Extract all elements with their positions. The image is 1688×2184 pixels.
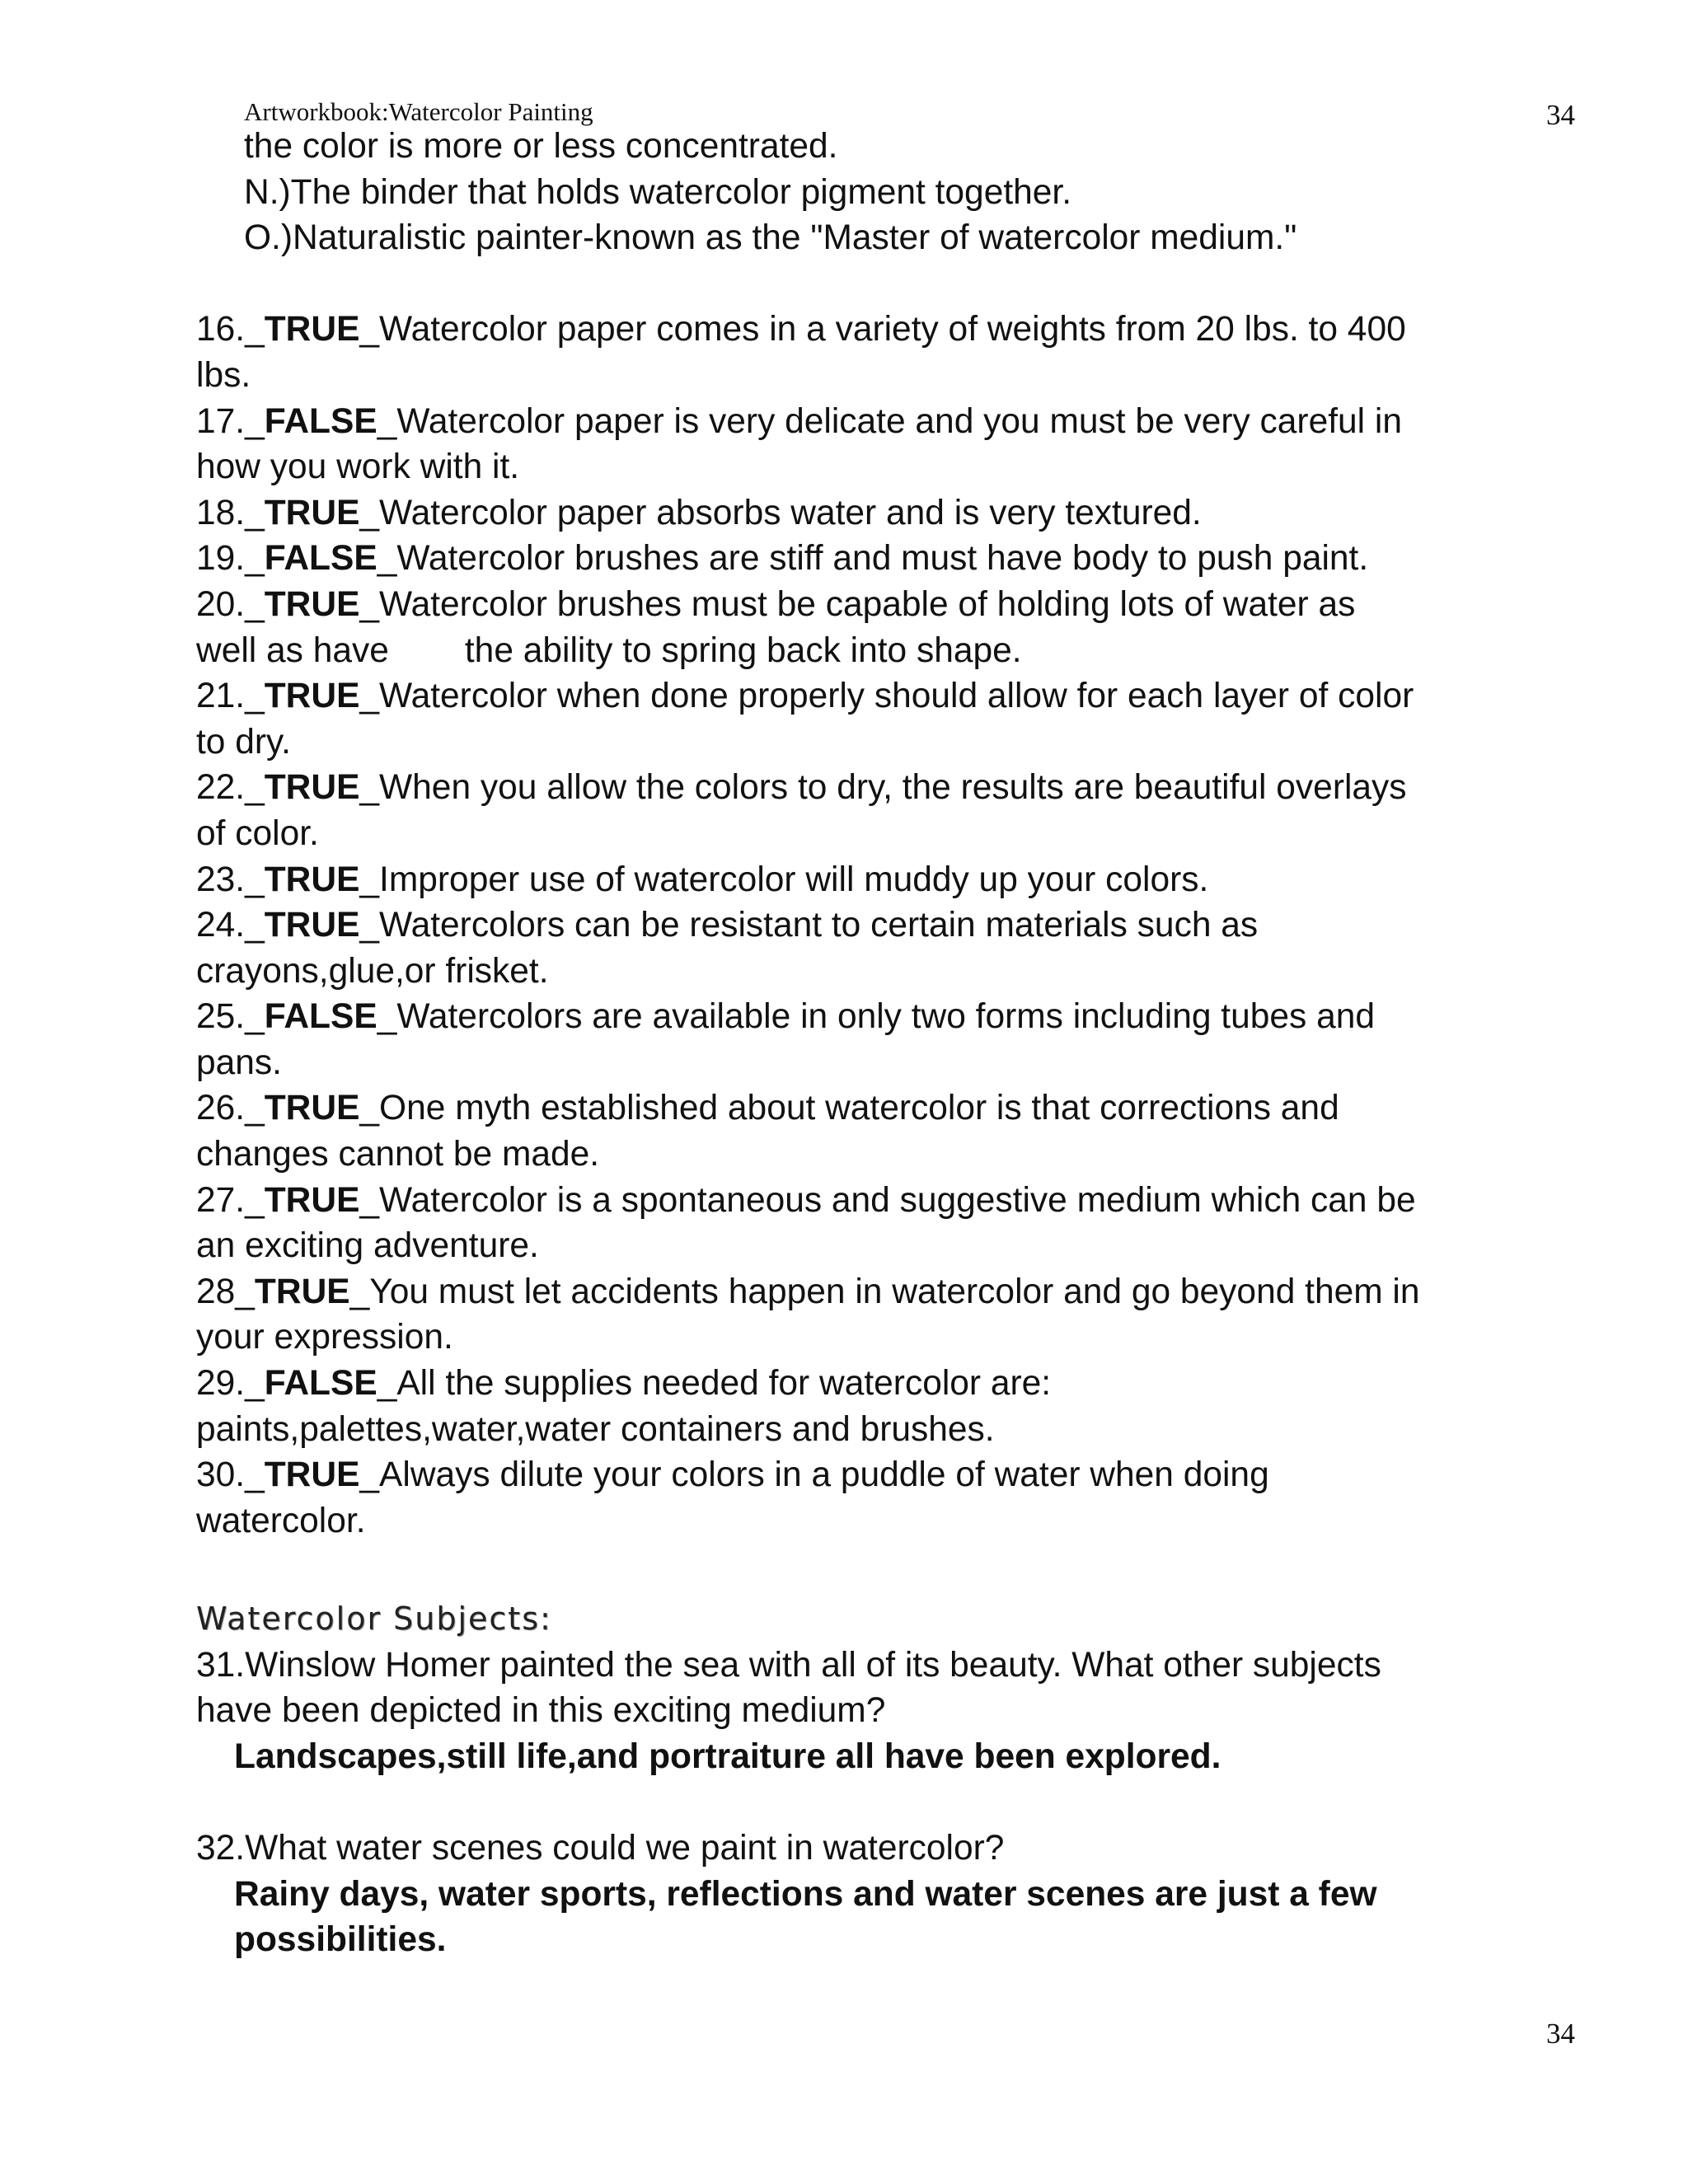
item-text: _Watercolor paper absorbs water and is very textured.: [359, 493, 1202, 532]
item-text: _You must let accidents happen in watercolor and go beyond them in: [349, 1272, 1420, 1311]
item-answer: TRUE: [264, 906, 360, 945]
list-item: [196, 582, 1548, 628]
item-number: 29._: [196, 1364, 265, 1404]
item-text: _Always dilute your colors in a puddle of water when doing: [359, 1455, 1269, 1495]
item-answer: TRUE: [264, 1455, 360, 1495]
matching-item-o: O.)Naturalistic painter-known as the "Master of watercolor medium.": [244, 218, 1297, 258]
item-answer: TRUE: [264, 860, 360, 899]
item-number: 28_: [196, 1272, 255, 1311]
item-text: _All the supplies needed for watercolor are:: [377, 1364, 1052, 1404]
item-number: 19._: [196, 539, 265, 579]
list-item: [196, 994, 1548, 1040]
item-number: 23._: [196, 860, 265, 899]
item-text: _Watercolor brushes must be capable of holding lots of water as: [359, 584, 1356, 624]
list-item: [196, 1361, 1548, 1407]
item-continuation: lbs.: [196, 355, 251, 395]
item-answer: TRUE: [254, 1272, 350, 1311]
true-false-list: [196, 307, 1548, 1544]
list-item: [196, 307, 1548, 353]
item-continuation: paints,palettes,water,water containers and brushes.: [196, 1409, 995, 1449]
header-title: Artworkbook:Watercolor Painting: [244, 97, 593, 126]
item-text: _Watercolors can be resistant to certain materials such as: [359, 906, 1259, 945]
item-number: 20._: [196, 584, 265, 624]
list-item: [196, 1178, 1548, 1224]
list-item: [196, 1269, 1548, 1315]
item-continuation: how you work with it.: [196, 448, 520, 487]
item-answer: TRUE: [264, 768, 360, 808]
question-31-line-2: have been depicted in this exciting medium?: [196, 1691, 886, 1731]
page-number-top: 34: [1546, 99, 1575, 131]
item-continuation: an exciting adventure.: [196, 1226, 539, 1266]
item-answer: FALSE: [264, 401, 377, 441]
list-item: [196, 490, 1548, 537]
item-continuation-part: the ability to spring back into shape.: [464, 630, 1022, 670]
item-number: 18._: [196, 493, 265, 532]
question-32: 32.What water scenes could we paint in watercolor?: [196, 1828, 1005, 1868]
item-number: 26._: [196, 1089, 265, 1128]
item-answer: TRUE: [264, 493, 360, 532]
item-answer: FALSE: [264, 997, 377, 1037]
item-continuation: crayons,glue,or frisket.: [196, 951, 549, 991]
list-item: [196, 673, 1548, 719]
item-continuation: your expression.: [196, 1318, 453, 1357]
item-text: _One myth established about watercolor is that corrections and: [359, 1089, 1339, 1128]
item-text: _Watercolor is a spontaneous and suggestive medium which can be: [359, 1180, 1416, 1220]
item-text: _Watercolor when done properly should allow for each layer of color: [359, 677, 1414, 716]
item-continuation: changes cannot be made.: [196, 1135, 600, 1174]
item-text: _Watercolors are available in only two forms including tubes and: [377, 997, 1375, 1037]
item-continuation: watercolor.: [196, 1501, 366, 1540]
item-number: 30._: [196, 1455, 265, 1495]
list-item: [196, 902, 1548, 949]
item-text: _Watercolor paper comes in a variety of weights from 20 lbs. to 400: [359, 310, 1406, 349]
item-continuation: pans.: [196, 1043, 282, 1082]
item-continuation: to dry.: [196, 722, 291, 762]
item-number: 17._: [196, 401, 265, 441]
item-text: _When you allow the colors to dry, the results are beautiful overlays: [359, 768, 1407, 808]
item-number: 16._: [196, 310, 265, 349]
item-text: _Improper use of watercolor will muddy up your colors.: [359, 860, 1209, 899]
item-text: _Watercolor paper is very delicate and you must be very careful in: [377, 401, 1402, 441]
page-number-bottom: 34: [1546, 2018, 1575, 2050]
item-text: _Watercolor brushes are stiff and must have body to push paint.: [377, 539, 1369, 579]
item-number: 22._: [196, 768, 265, 808]
matching-item-n: N.)The binder that holds watercolor pigment together.: [244, 172, 1072, 212]
item-answer: TRUE: [264, 584, 360, 624]
answer-32-line-1: Rainy days, water sports, reflections and water scenes are just a few: [234, 1874, 1377, 1914]
item-answer: TRUE: [264, 310, 360, 349]
item-answer: TRUE: [264, 1089, 360, 1128]
list-item: [196, 765, 1548, 811]
item-number: 25._: [196, 997, 265, 1037]
question-31-line-1: 31.Winslow Homer painted the sea with all of its beauty. What other subjects: [196, 1645, 1381, 1685]
item-answer: FALSE: [264, 1364, 377, 1404]
list-item: [196, 536, 1548, 582]
continued-line: the color is more or less concentrated.: [244, 127, 838, 166]
item-number: 24._: [196, 906, 265, 945]
item-continuation: of color.: [196, 813, 319, 853]
list-item: [196, 857, 1548, 903]
answer-31: Landscapes,still life,and portraiture all have been explored.: [234, 1736, 1221, 1776]
page-body: [196, 124, 1548, 1963]
item-answer: TRUE: [264, 677, 360, 716]
answer-32-line-2: possibilities.: [234, 1920, 447, 1960]
item-answer: FALSE: [264, 539, 377, 579]
list-item: [196, 1085, 1548, 1132]
item-number: 21._: [196, 677, 265, 716]
item-answer: TRUE: [264, 1180, 360, 1220]
section-heading: Watercolor Subjects:: [196, 1601, 552, 1637]
item-number: 27._: [196, 1180, 265, 1220]
item-continuation-part: well as have: [196, 630, 389, 670]
list-item: [196, 1452, 1548, 1498]
list-item: [196, 399, 1548, 445]
item-continuation: [196, 628, 1548, 674]
